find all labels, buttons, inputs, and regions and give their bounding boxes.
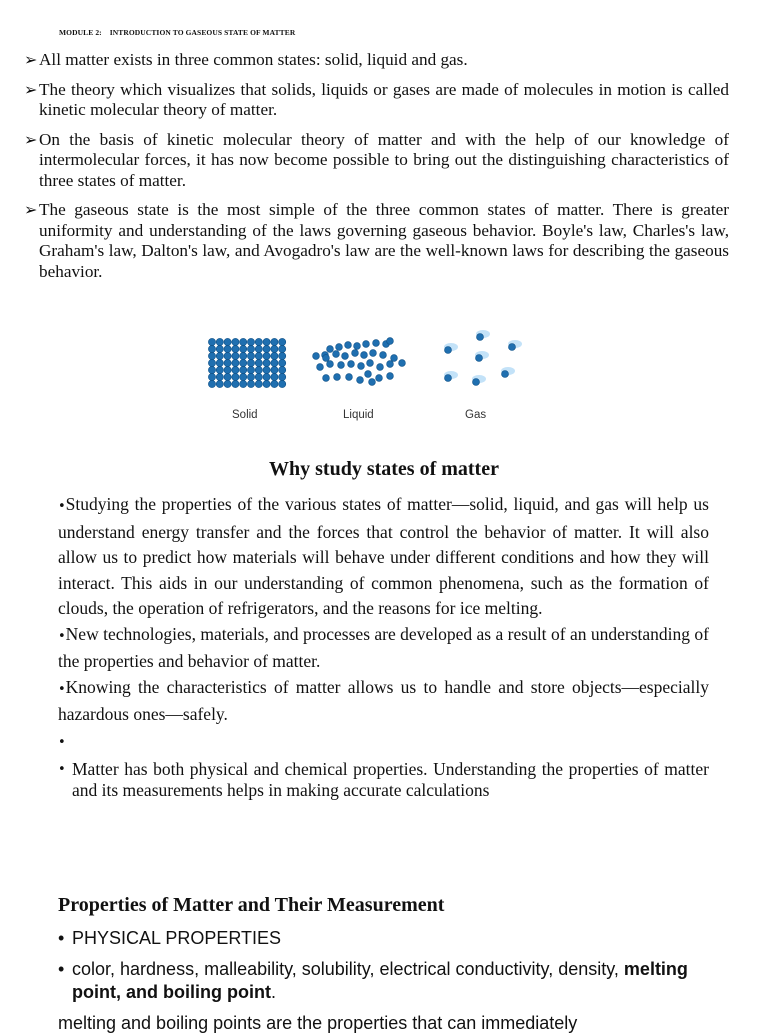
page-header [59, 28, 295, 37]
solid-particle [216, 366, 223, 373]
liquid-particle [327, 361, 334, 368]
bullet-dot: • [58, 928, 65, 948]
liquid-particle [357, 377, 364, 384]
solid-particle [224, 380, 231, 387]
solid-particle [224, 366, 231, 373]
solid-particle [208, 373, 215, 380]
liquid-particle [352, 350, 359, 357]
liquid-particle [354, 343, 361, 350]
gas-particle [502, 371, 509, 378]
solid-particle [208, 380, 215, 387]
liquid-particle [333, 351, 340, 358]
solid-particle [224, 359, 231, 366]
liquid-particle [367, 360, 374, 367]
solid-particle [271, 345, 278, 352]
liquid-particle [380, 352, 387, 359]
bullet-dot: • [58, 499, 66, 514]
solid-particle [271, 373, 278, 380]
solid-particle [263, 359, 270, 366]
gas-label: Gas [465, 409, 487, 421]
solid-particle [271, 352, 278, 359]
liquid-particle [365, 371, 372, 378]
properties-list-bold: melting point, and boiling point [72, 959, 688, 1002]
liquid-particle [338, 362, 345, 369]
gas-particle [509, 344, 516, 351]
intro-bullet [24, 80, 729, 121]
solid-particle [208, 352, 215, 359]
bullet-dot: • [58, 628, 66, 644]
why-item-text: Knowing the characteristics of matter allows us to handle and store objects—especially hazardous ones—safely. [58, 676, 709, 724]
solid-particle [216, 373, 223, 380]
solid-particle [271, 359, 278, 366]
liquid-particle [391, 355, 398, 362]
bullet-dot: • [58, 734, 66, 750]
solid-particle [216, 352, 223, 359]
solid-particle [263, 373, 270, 380]
arrow-bullet-icon: ➢ [24, 50, 38, 69]
bullet-dot: • [58, 959, 65, 979]
gas-particle [473, 379, 480, 386]
solid-particle [240, 366, 247, 373]
liquid-particle [334, 374, 341, 381]
solid-particle [255, 352, 262, 359]
why-item-text: New technologies, materials, and processes are developed as a result of an understanding of the properties and behavior of matter. [58, 623, 709, 671]
arrow-bullet-icon: ➢ [24, 129, 38, 149]
why-item [58, 622, 709, 675]
intro-bullet-text: On the basis of kinetic molecular theory of matter and with the help of our knowledge of intermolecular forces, it has now become possible to bring out the distinguishing characteristics of three states of matter. [39, 129, 729, 190]
intro-bullet-text: The theory which visualizes that solids, liquids or gases are made of molecules in motion is called kinetic molecular theory of matter. [39, 79, 729, 119]
solid-particle [263, 366, 270, 373]
solid-particle [247, 345, 254, 352]
properties-list-item [58, 958, 712, 1004]
solid-particle [255, 345, 262, 352]
solid-particle [224, 338, 231, 345]
solid-particle [255, 338, 262, 345]
solid-particle [247, 338, 254, 345]
why-study-section [58, 492, 709, 801]
why-study-heading: Why study states of matter [269, 458, 499, 480]
empty-bullet [58, 728, 709, 756]
intro-bullet [24, 200, 729, 282]
solid-particle [224, 352, 231, 359]
solid-particle [232, 345, 239, 352]
physical-properties-label: PHYSICAL PROPERTIES [72, 928, 282, 948]
properties-list-end: . [270, 982, 276, 1002]
arrow-bullet-icon: ➢ [24, 200, 38, 219]
liquid-particle [369, 379, 376, 386]
solid-particle [279, 359, 286, 366]
solid-particle [216, 359, 223, 366]
solid-particle [263, 352, 270, 359]
solid-particle [255, 359, 262, 366]
solid-particle [255, 380, 262, 387]
liquid-label: Liquid [343, 409, 374, 421]
bullet-dot: • [58, 762, 66, 777]
solid-particle [247, 359, 254, 366]
liquid-particle [363, 341, 370, 348]
liquid-particle [313, 353, 320, 360]
properties-heading: Properties of Matter and Their Measurement [58, 894, 445, 916]
cut-off-text: melting and boiling points are the properties that can immediately [58, 1013, 578, 1033]
liquid-particle [342, 353, 349, 360]
solid-particle [279, 345, 286, 352]
liquid-particle [376, 375, 383, 382]
solid-particle [247, 380, 254, 387]
liquid-particle [377, 364, 384, 371]
liquid-particle [373, 340, 380, 347]
states-of-matter-figure [200, 320, 540, 430]
properties-list-text: color, hardness, malleability, solubility, electrical conductivity, density, [72, 959, 619, 979]
intro-bullet-list [24, 50, 729, 291]
solid-particle [232, 338, 239, 345]
solid-particle [263, 338, 270, 345]
solid-particle [224, 373, 231, 380]
arrow-bullet-icon: ➢ [24, 79, 38, 99]
intro-bullet [24, 50, 729, 71]
solid-particle [247, 352, 254, 359]
liquid-particle [317, 364, 324, 371]
solid-particle [247, 366, 254, 373]
intro-bullet-text: All matter exists in three common states: solid, liquid and gas. [39, 50, 468, 69]
solid-particle [271, 366, 278, 373]
solid-particle [240, 380, 247, 387]
particle-diagram [200, 320, 540, 410]
solid-particle [255, 373, 262, 380]
solid-particle [240, 359, 247, 366]
liquid-particle [370, 350, 377, 357]
solid-particle [224, 345, 231, 352]
intro-bullet-text: The gaseous state is the most simple of the three common states of matter. There is greater uniformity and understanding of the laws governing gaseous behavior. Boyle's law, Charles's law, Graham's law, Dalton's law, and Avogadro's law are the well-known laws for describing the gaseous behavior. [39, 200, 729, 281]
solid-particle [279, 338, 286, 345]
solid-particle [279, 352, 286, 359]
liquid-particle [387, 338, 394, 345]
solid-particle [263, 380, 270, 387]
solid-particle [208, 366, 215, 373]
liquid-particle [387, 373, 394, 380]
solid-particle [271, 338, 278, 345]
solid-particle [208, 338, 215, 345]
solid-particle [240, 373, 247, 380]
solid-particle [279, 380, 286, 387]
intro-bullet [24, 130, 729, 192]
solid-particle [216, 380, 223, 387]
gas-particle [476, 355, 483, 362]
solid-particle [271, 380, 278, 387]
liquid-particle [336, 344, 343, 351]
solid-particle [208, 345, 215, 352]
solid-particle [255, 366, 262, 373]
why-item-last [58, 759, 709, 801]
why-item [58, 675, 709, 728]
liquid-particle [323, 375, 330, 382]
module-title: INTRODUCTION TO GASEOUS STATE OF MATTER [109, 28, 296, 37]
liquid-particle [346, 374, 353, 381]
solid-particle [240, 352, 247, 359]
bullet-dot: • [58, 681, 66, 697]
liquid-particle [361, 352, 368, 359]
solid-particle [247, 373, 254, 380]
why-item-text: Studying the properties of the various states of matter—solid, liquid, and gas will help us understand energy transfer and the forces that control the behavior of matter. It will also allow us to predict how materials will behave under different conditions and how they will interact. This aids in our understanding of common phenomena, such as the formation of clouds, the operation of refrigerators, and the reasons for ice melting. [58, 494, 709, 618]
physical-properties-item [58, 927, 281, 950]
gas-particle [477, 334, 484, 341]
gas-particle [445, 347, 452, 354]
module-number: MODULE 2: [59, 28, 102, 37]
solid-particle [232, 352, 239, 359]
solid-particle [279, 366, 286, 373]
solid-particle [232, 380, 239, 387]
why-item-text: Matter has both physical and chemical properties. Understanding the properties of matter and its measurements helps in making accurate calculations [72, 759, 709, 800]
solid-particle [216, 345, 223, 352]
liquid-particle [358, 363, 365, 370]
liquid-particle [327, 346, 334, 353]
solid-label: Solid [232, 409, 258, 421]
solid-particle [232, 366, 239, 373]
solid-particle [263, 345, 270, 352]
solid-particle [232, 359, 239, 366]
gas-particle [445, 375, 452, 382]
liquid-particle [387, 361, 394, 368]
solid-particle [208, 359, 215, 366]
why-item [58, 492, 709, 622]
solid-particle [279, 373, 286, 380]
solid-particle [240, 338, 247, 345]
liquid-particle [348, 361, 355, 368]
liquid-particle [323, 355, 330, 362]
solid-particle [240, 345, 247, 352]
liquid-particle [399, 360, 406, 367]
liquid-particle [345, 342, 352, 349]
solid-particle [232, 373, 239, 380]
solid-particle [216, 338, 223, 345]
